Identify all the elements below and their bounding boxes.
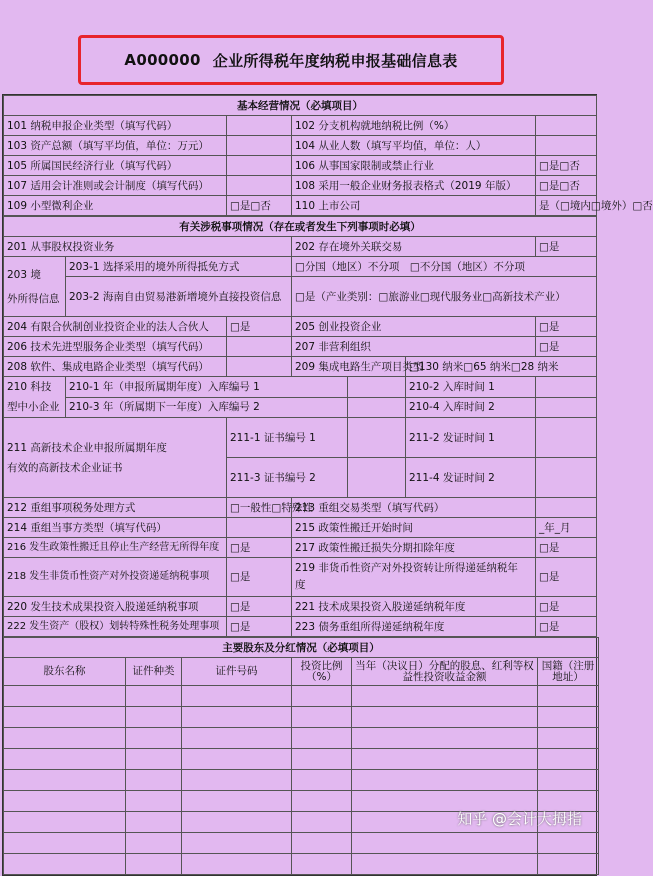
row-203-label-3: 息 — [49, 292, 60, 305]
row-220-value[interactable]: □是 — [227, 597, 292, 617]
cell[interactable] — [126, 728, 182, 749]
cell[interactable] — [292, 728, 352, 749]
cell[interactable] — [126, 854, 182, 875]
row-219-label-1: 219 非货币性资产对外投资转让所得递延纳税年 — [295, 562, 518, 574]
row-211-2-label: 211-2 发证时间 1 — [406, 418, 536, 458]
cell[interactable] — [126, 707, 182, 728]
header-ratio: 投资比例（%） — [292, 658, 352, 686]
cell[interactable] — [182, 854, 292, 875]
row-103-value[interactable] — [227, 136, 292, 156]
row-108-value[interactable]: □是□否 — [536, 176, 597, 196]
row-217-label: 217 政策性搬迁损失分期扣除年度 — [292, 538, 536, 558]
row-221-value[interactable]: □是 — [536, 597, 597, 617]
watermark: 知乎 @会计大拇指 — [457, 810, 582, 828]
cell[interactable] — [352, 728, 538, 749]
row-220-label: 220 发生技术成果投资入股递延纳税事项 — [4, 597, 227, 617]
row-206-label: 206 技术先进型服务企业类型（填写代码） — [4, 337, 227, 357]
cell[interactable] — [126, 749, 182, 770]
header-nationality: 国籍（注册地址） — [538, 658, 599, 686]
row-212-value[interactable]: □一般性□特殊性 — [227, 498, 292, 518]
row-210-label-2: 型中小企业 — [7, 401, 60, 413]
cell[interactable] — [4, 728, 126, 749]
row-204-label: 204 有限合伙制创业投资企业的法人合伙人 — [4, 317, 227, 337]
row-214-value[interactable] — [227, 518, 292, 538]
cell[interactable] — [352, 749, 538, 770]
row-210-label — [4, 377, 66, 418]
row-101-label: 101 纳税申报企业类型（填写代码） — [4, 116, 227, 136]
section-basic-title: 基本经营情况（必填项目） — [4, 96, 597, 116]
row-212-label: 212 重组事项税务处理方式 — [4, 498, 227, 518]
table-row — [4, 728, 599, 749]
cell[interactable] — [538, 749, 599, 770]
cell[interactable] — [292, 770, 352, 791]
row-109-label: 109 小型微利企业 — [4, 196, 227, 216]
cell[interactable] — [292, 833, 352, 854]
row-210-3-label: 210-3 年（所属期下一年度）入库编号 2 — [66, 397, 348, 418]
row-203-label-2: 外所得信 — [7, 292, 49, 305]
row-102-label: 102 分支机构就地纳税比例（%） — [292, 116, 536, 136]
row-203-2-value[interactable]: □是（产业类别：□旅游业□现代服务业□高新技术产业） — [292, 277, 597, 317]
cell[interactable] — [538, 854, 599, 875]
cell[interactable] — [4, 749, 126, 770]
cell[interactable] — [182, 770, 292, 791]
row-105-value[interactable] — [227, 156, 292, 176]
cell[interactable] — [182, 791, 292, 812]
row-210-2-label: 210-2 入库时间 1 — [406, 377, 536, 398]
row-223-label: 223 债务重组所得递延纳税年度 — [292, 617, 536, 637]
header-id-number: 证件号码 — [182, 658, 292, 686]
cell[interactable] — [538, 770, 599, 791]
table-row — [4, 707, 599, 728]
cell[interactable] — [4, 854, 126, 875]
section-share-title: 主要股东及分红情况（必填项目） — [4, 638, 599, 658]
row-101-value[interactable] — [227, 116, 292, 136]
row-207-value[interactable]: □是 — [536, 337, 597, 357]
row-222-value[interactable]: □是 — [227, 617, 292, 637]
row-102-value[interactable] — [536, 116, 597, 136]
row-216-value[interactable]: □是 — [227, 538, 292, 558]
cell[interactable] — [126, 770, 182, 791]
row-105-label: 105 所属国民经济行业（填写代码） — [4, 156, 227, 176]
cell[interactable] — [292, 791, 352, 812]
row-208-value[interactable] — [227, 357, 292, 377]
row-203-2-label: 203-2 海南自由贸易港新增境外直接投资信息 — [66, 277, 292, 317]
row-211-3-label: 211-3 证书编号 2 — [227, 458, 348, 498]
cell[interactable] — [352, 833, 538, 854]
cell[interactable] — [182, 728, 292, 749]
row-210-label-1: 210 科技 — [7, 381, 52, 393]
cell[interactable] — [126, 686, 182, 707]
cell[interactable] — [182, 686, 292, 707]
row-211-label-1: 211 高新技术企业申报所属期年度 — [7, 441, 167, 454]
cell[interactable] — [292, 812, 352, 833]
cell[interactable] — [182, 749, 292, 770]
cell[interactable] — [352, 707, 538, 728]
row-210-1-value[interactable] — [348, 377, 406, 398]
row-208-label: 208 软件、集成电路企业类型（填写代码） — [4, 357, 227, 377]
cell[interactable] — [292, 686, 352, 707]
row-202-label: 202 存在境外关联交易 — [292, 237, 536, 257]
basic-table — [3, 95, 653, 216]
row-218-label: 218 发生非货币性资产对外投资递延纳税事项 — [4, 558, 227, 597]
table-row — [4, 749, 599, 770]
row-203-1-value[interactable]: □分国（地区）不分项 □不分国（地区）不分项 — [292, 257, 597, 277]
row-211-label-2: 有效的高新技术企业证书 — [7, 461, 123, 474]
cell[interactable] — [352, 770, 538, 791]
cell[interactable] — [126, 833, 182, 854]
cell[interactable] — [182, 812, 292, 833]
row-109-value[interactable]: □是□否 — [227, 196, 292, 216]
row-110-value[interactable]: 是（□境内□境外）□否 — [536, 196, 597, 216]
row-219-label — [292, 558, 536, 597]
row-210-1-label: 210-1 年（申报所属期年度）入库编号 1 — [66, 377, 348, 398]
row-222-label: 222 发生资产（股权）划转特殊性税务处理事项 — [4, 617, 227, 637]
row-106-label: 106 从事国家限制或禁止行业 — [292, 156, 536, 176]
row-201-label: 201 从事股权投资业务 — [4, 237, 292, 257]
row-211-label — [4, 418, 227, 498]
row-203-1-label: 203-1 选择采用的境外所得抵免方式 — [66, 257, 292, 277]
row-217-value[interactable]: □是 — [536, 538, 597, 558]
row-211-4-label: 211-4 发证时间 2 — [406, 458, 536, 498]
row-104-label: 104 从业人数（填写平均值，单位：人） — [292, 136, 536, 156]
row-210-2-value[interactable] — [536, 377, 597, 398]
row-110-label: 110 上市公司 — [292, 196, 536, 216]
cell[interactable] — [4, 791, 126, 812]
cell[interactable] — [126, 791, 182, 812]
row-216-label: 216 发生政策性搬迁且停止生产经营无所得年度 — [4, 538, 227, 558]
row-108-label: 108 采用一般企业财务报表格式（2019 年版） — [292, 176, 536, 196]
form-title — [78, 35, 504, 85]
shareholder-table — [3, 637, 599, 875]
row-215-label: 215 政策性搬迁开始时间 — [292, 518, 536, 538]
row-204-value[interactable]: □是 — [227, 317, 292, 337]
cell[interactable] — [4, 812, 126, 833]
row-211-1-value[interactable] — [348, 418, 406, 458]
form-code: A000000 — [124, 51, 201, 69]
row-210-3-value[interactable] — [348, 397, 406, 418]
header-name: 股东名称 — [4, 658, 126, 686]
cell[interactable] — [126, 812, 182, 833]
header-id-type: 证件种类 — [126, 658, 182, 686]
row-203-label-1: 203 境 — [7, 268, 41, 281]
table-row — [4, 833, 599, 854]
cell[interactable] — [4, 707, 126, 728]
row-211-2-value[interactable] — [536, 418, 597, 458]
row-203-label — [4, 257, 66, 317]
row-107-label: 107 适用会计准则或会计制度（填写代码） — [4, 176, 227, 196]
row-209-label: 209 集成电路生产项目类型 — [292, 357, 406, 377]
header-dividend: 当年（决议日）分配的股息、红利等权益性投资收益金额 — [352, 658, 538, 686]
row-211-1-label: 211-1 证书编号 1 — [227, 418, 348, 458]
cell[interactable] — [538, 686, 599, 707]
cell[interactable] — [292, 749, 352, 770]
row-206-value[interactable] — [227, 337, 292, 357]
cell[interactable] — [4, 686, 126, 707]
cell[interactable] — [292, 707, 352, 728]
cell[interactable] — [538, 707, 599, 728]
row-211-3-value[interactable] — [348, 458, 406, 498]
cell[interactable] — [538, 728, 599, 749]
row-202-value[interactable]: □是 — [536, 237, 597, 257]
cell[interactable] — [538, 833, 599, 854]
table-row — [4, 770, 599, 791]
cell[interactable] — [182, 833, 292, 854]
cell[interactable] — [4, 833, 126, 854]
row-219-label-2: 度 — [295, 579, 306, 591]
cell[interactable] — [352, 686, 538, 707]
row-223-value[interactable]: □是 — [536, 617, 597, 637]
row-210-4-value[interactable] — [536, 397, 597, 418]
row-106-value[interactable]: □是□否 — [536, 156, 597, 176]
section-tax-title: 有关涉税事项情况（存在或者发生下列事项时必填） — [4, 217, 597, 237]
row-213-label: 213 重组交易类型（填写代码） — [292, 498, 536, 518]
row-107-value[interactable] — [227, 176, 292, 196]
cell[interactable] — [182, 707, 292, 728]
row-104-value[interactable] — [536, 136, 597, 156]
row-205-value[interactable]: □是 — [536, 317, 597, 337]
row-210-4-label: 210-4 入库时间 2 — [406, 397, 536, 418]
row-213-value[interactable] — [536, 498, 597, 518]
table-row — [4, 686, 599, 707]
table-row — [4, 854, 599, 875]
row-221-label: 221 技术成果投资入股递延纳税年度 — [292, 597, 536, 617]
row-218-value[interactable]: □是 — [227, 558, 292, 597]
cell[interactable] — [352, 854, 538, 875]
row-103-label: 103 资产总额（填写平均值，单位：万元） — [4, 136, 227, 156]
row-219-value[interactable]: □是 — [536, 558, 597, 597]
tax-table — [3, 216, 597, 637]
row-211-4-value[interactable] — [536, 458, 597, 498]
row-205-label: 205 创业投资企业 — [292, 317, 536, 337]
cell[interactable] — [4, 770, 126, 791]
row-215-value[interactable]: _年_月 — [536, 518, 597, 538]
row-207-label: 207 非营利组织 — [292, 337, 536, 357]
cell[interactable] — [292, 854, 352, 875]
row-214-label: 214 重组当事方类型（填写代码） — [4, 518, 227, 538]
form-title-text: 企业所得税年度纳税申报基础信息表 — [212, 51, 458, 70]
row-209-value[interactable]: □130 纳米□65 纳米□28 纳米 — [406, 357, 597, 377]
info-form — [2, 94, 653, 876]
